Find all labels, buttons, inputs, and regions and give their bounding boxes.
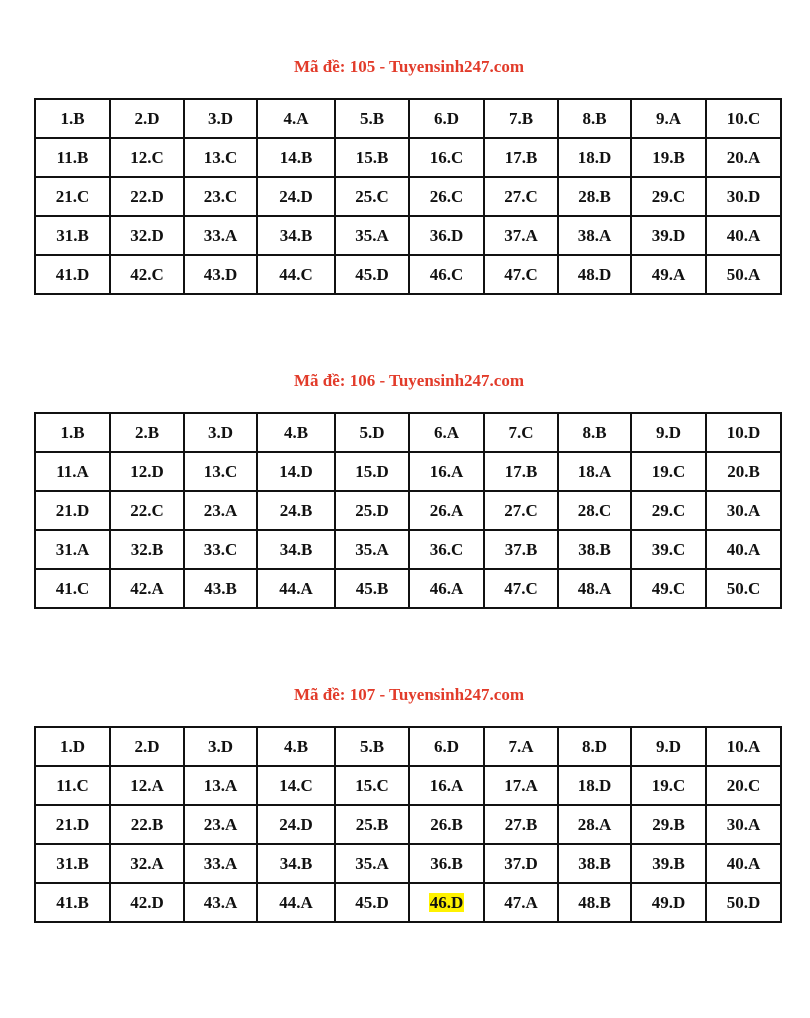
answer-cell: 18.A — [558, 452, 631, 491]
answer-cell: 19.C — [631, 766, 706, 805]
answer-cell: 44.A — [257, 569, 335, 608]
answer-cell: 47.C — [484, 569, 558, 608]
answer-cell: 7.A — [484, 727, 558, 766]
answer-cell: 41.B — [35, 883, 110, 922]
answer-cell: 42.C — [110, 255, 184, 294]
answer-cell: 3.D — [184, 413, 257, 452]
answer-cell: 38.A — [558, 216, 631, 255]
answer-cell: 6.D — [409, 727, 484, 766]
answer-cell: 7.B — [484, 99, 558, 138]
answer-cell: 5.B — [335, 99, 409, 138]
answer-cell: 10.D — [706, 413, 781, 452]
answer-cell: 26.A — [409, 491, 484, 530]
answer-cell: 4.B — [257, 413, 335, 452]
answer-cell: 4.A — [257, 99, 335, 138]
answer-cell: 38.B — [558, 530, 631, 569]
answer-cell: 26.B — [409, 805, 484, 844]
answer-cell: 41.C — [35, 569, 110, 608]
answer-cell: 4.B — [257, 727, 335, 766]
answer-cell: 1.D — [35, 727, 110, 766]
answer-cell: 31.B — [35, 216, 110, 255]
answer-cell: 9.A — [631, 99, 706, 138]
answer-cell: 32.D — [110, 216, 184, 255]
answer-cell: 39.D — [631, 216, 706, 255]
answer-cell: 7.C — [484, 413, 558, 452]
answer-cell: 2.D — [110, 99, 184, 138]
answer-cell: 32.B — [110, 530, 184, 569]
answer-cell: 11.C — [35, 766, 110, 805]
answer-cell: 46.C — [409, 255, 484, 294]
answer-cell: 18.D — [558, 766, 631, 805]
table-row — [35, 727, 781, 766]
answer-cell: 13.C — [184, 452, 257, 491]
table-row — [35, 216, 781, 255]
exam-code-heading: Mã đề: 105 - Tuyensinh247.com — [294, 57, 524, 76]
answer-cell: 44.A — [257, 883, 335, 922]
answer-cell: 38.B — [558, 844, 631, 883]
answer-cell: 11.A — [35, 452, 110, 491]
answer-cell: 12.C — [110, 138, 184, 177]
answer-cell: 34.B — [257, 844, 335, 883]
answer-cell: 37.D — [484, 844, 558, 883]
answer-cell: 33.C — [184, 530, 257, 569]
answer-cell: 14.B — [257, 138, 335, 177]
answer-cell: 11.B — [35, 138, 110, 177]
answer-cell: 20.A — [706, 138, 781, 177]
answer-table — [34, 726, 782, 923]
answer-cell: 15.B — [335, 138, 409, 177]
table-row — [35, 766, 781, 805]
answer-cell: 17.B — [484, 138, 558, 177]
answer-cell: 42.A — [110, 569, 184, 608]
answer-cell: 48.B — [558, 883, 631, 922]
answer-cell: 5.B — [335, 727, 409, 766]
answer-cell: 50.A — [706, 255, 781, 294]
answer-cell: 9.D — [631, 413, 706, 452]
table-row — [35, 530, 781, 569]
answer-cell: 24.D — [257, 805, 335, 844]
answer-cell: 25.B — [335, 805, 409, 844]
answer-cell: 30.D — [706, 177, 781, 216]
answer-cell: 9.D — [631, 727, 706, 766]
answer-cell: 43.B — [184, 569, 257, 608]
answer-cell: 14.C — [257, 766, 335, 805]
answer-table — [34, 412, 782, 609]
answer-cell: 33.A — [184, 216, 257, 255]
answer-cell: 45.D — [335, 883, 409, 922]
answer-cell: 34.B — [257, 216, 335, 255]
table-row — [35, 844, 781, 883]
answer-cell: 26.C — [409, 177, 484, 216]
answer-cell: 28.B — [558, 177, 631, 216]
answer-cell — [409, 883, 484, 922]
answer-cell: 23.C — [184, 177, 257, 216]
answer-cell: 16.A — [409, 766, 484, 805]
answer-cell: 12.D — [110, 452, 184, 491]
answer-cell: 18.D — [558, 138, 631, 177]
answer-cell: 41.D — [35, 255, 110, 294]
answer-cell: 13.A — [184, 766, 257, 805]
answer-cell: 17.A — [484, 766, 558, 805]
answer-cell: 40.A — [706, 844, 781, 883]
answer-cell: 22.D — [110, 177, 184, 216]
answer-cell: 36.B — [409, 844, 484, 883]
answer-cell: 17.B — [484, 452, 558, 491]
answer-cell: 48.A — [558, 569, 631, 608]
answer-cell: 10.C — [706, 99, 781, 138]
answer-cell: 13.C — [184, 138, 257, 177]
answer-cell: 28.C — [558, 491, 631, 530]
answer-cell: 47.A — [484, 883, 558, 922]
answer-cell: 12.A — [110, 766, 184, 805]
answer-cell: 24.D — [257, 177, 335, 216]
answer-cell: 8.B — [558, 99, 631, 138]
table-row — [35, 805, 781, 844]
answer-cell: 28.A — [558, 805, 631, 844]
answer-cell: 10.A — [706, 727, 781, 766]
answer-cell: 35.A — [335, 530, 409, 569]
answer-cell: 49.D — [631, 883, 706, 922]
answer-cell: 37.B — [484, 530, 558, 569]
answer-cell: 33.A — [184, 844, 257, 883]
answer-cell: 2.D — [110, 727, 184, 766]
answer-cell: 30.A — [706, 491, 781, 530]
answer-cell: 37.A — [484, 216, 558, 255]
exam-code-heading: Mã đề: 107 - Tuyensinh247.com — [294, 685, 524, 704]
answer-cell: 45.B — [335, 569, 409, 608]
answer-cell: 50.C — [706, 569, 781, 608]
answer-cell: 27.B — [484, 805, 558, 844]
answer-cell: 43.A — [184, 883, 257, 922]
answer-cell: 50.D — [706, 883, 781, 922]
answer-cell: 49.C — [631, 569, 706, 608]
answer-cell: 15.D — [335, 452, 409, 491]
answer-cell: 48.D — [558, 255, 631, 294]
answer-cell: 25.D — [335, 491, 409, 530]
answer-cell: 43.D — [184, 255, 257, 294]
answer-cell: 3.D — [184, 99, 257, 138]
table-row — [35, 99, 781, 138]
answer-cell: 27.C — [484, 177, 558, 216]
answer-table — [34, 98, 782, 295]
answer-cell: 21.C — [35, 177, 110, 216]
answer-cell: 1.B — [35, 413, 110, 452]
answer-cell: 30.A — [706, 805, 781, 844]
answer-cell: 34.B — [257, 530, 335, 569]
answer-cell: 15.C — [335, 766, 409, 805]
answer-cell: 2.B — [110, 413, 184, 452]
answer-cell: 44.C — [257, 255, 335, 294]
answer-cell: 29.C — [631, 177, 706, 216]
table-row — [35, 138, 781, 177]
answer-cell: 35.A — [335, 216, 409, 255]
answer-cell: 36.D — [409, 216, 484, 255]
table-row — [35, 491, 781, 530]
answer-cell: 42.D — [110, 883, 184, 922]
table-row — [35, 177, 781, 216]
answer-cell: 31.A — [35, 530, 110, 569]
answer-cell: 19.C — [631, 452, 706, 491]
answer-cell: 29.B — [631, 805, 706, 844]
answer-cell: 23.A — [184, 491, 257, 530]
answer-cell: 1.B — [35, 99, 110, 138]
answer-cell: 25.C — [335, 177, 409, 216]
answer-cell: 29.C — [631, 491, 706, 530]
answer-cell: 16.A — [409, 452, 484, 491]
answer-cell: 36.C — [409, 530, 484, 569]
answer-cell: 16.C — [409, 138, 484, 177]
answer-cell: 14.D — [257, 452, 335, 491]
answer-cell: 24.B — [257, 491, 335, 530]
answer-cell: 6.A — [409, 413, 484, 452]
answer-cell: 19.B — [631, 138, 706, 177]
answer-cell: 39.C — [631, 530, 706, 569]
answer-cell: 6.D — [409, 99, 484, 138]
answer-cell: 8.B — [558, 413, 631, 452]
answer-cell: 5.D — [335, 413, 409, 452]
table-row — [35, 452, 781, 491]
answer-cell: 45.D — [335, 255, 409, 294]
answer-cell: 35.A — [335, 844, 409, 883]
answer-cell: 39.B — [631, 844, 706, 883]
table-row — [35, 255, 781, 294]
answer-cell: 22.C — [110, 491, 184, 530]
answer-cell: 20.B — [706, 452, 781, 491]
table-row — [35, 569, 781, 608]
answer-cell: 46.A — [409, 569, 484, 608]
answer-cell: 47.C — [484, 255, 558, 294]
answer-cell: 21.D — [35, 491, 110, 530]
answer-cell: 49.A — [631, 255, 706, 294]
answer-cell: 20.C — [706, 766, 781, 805]
answer-cell: 31.B — [35, 844, 110, 883]
answer-cell: 22.B — [110, 805, 184, 844]
table-row — [35, 883, 781, 922]
highlighted-answer: 46.D — [429, 892, 464, 912]
answer-cell: 23.A — [184, 805, 257, 844]
exam-code-heading: Mã đề: 106 - Tuyensinh247.com — [294, 371, 524, 390]
answer-cell: 8.D — [558, 727, 631, 766]
answer-cell: 40.A — [706, 216, 781, 255]
answer-cell: 27.C — [484, 491, 558, 530]
answer-cell: 32.A — [110, 844, 184, 883]
answer-cell: 3.D — [184, 727, 257, 766]
answer-cell: 40.A — [706, 530, 781, 569]
table-row — [35, 413, 781, 452]
answer-cell: 21.D — [35, 805, 110, 844]
